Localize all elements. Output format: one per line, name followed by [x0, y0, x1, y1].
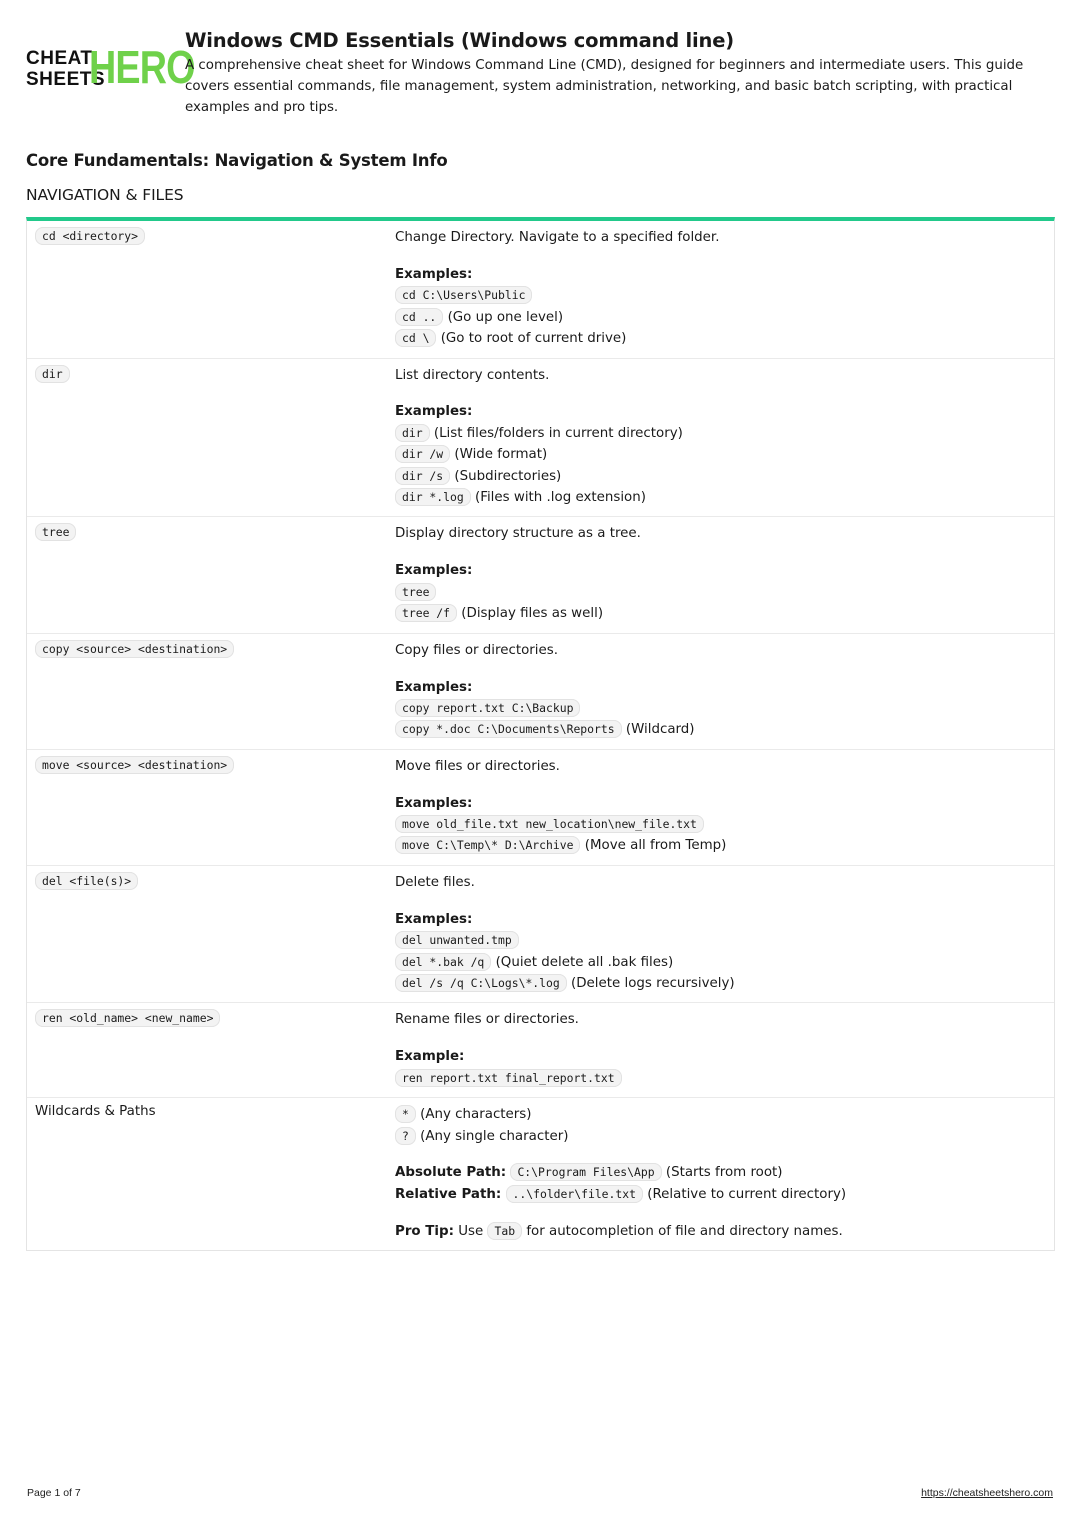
command-summary: List directory contents. [395, 367, 550, 383]
spacer [395, 1205, 1046, 1221]
absolute-path-line [395, 1162, 1046, 1183]
example-code: * [395, 1105, 416, 1123]
example-line [395, 487, 1046, 508]
example-code: del /s /q C:\Logs\*.log [395, 974, 567, 992]
example-line [395, 423, 1046, 444]
relative-path-note: (Relative to current directory) [647, 1186, 847, 1202]
example-note: (Display files as well) [461, 606, 604, 622]
absolute-path-code: C:\Program Files\App [510, 1163, 661, 1181]
command-cell [27, 634, 386, 749]
spacer [395, 545, 1046, 561]
example-note: (Subdirectories) [454, 468, 562, 484]
page-header [26, 28, 1054, 116]
command-summary: Delete files. [395, 874, 475, 890]
tab-key-code: Tab [487, 1222, 522, 1240]
section-title: Core Fundamentals: Navigation & System Info [26, 151, 448, 170]
example-code: move old_file.txt new_location\new_file.txt [395, 815, 704, 833]
example-code: copy *.doc C:\Documents\Reports [395, 720, 622, 738]
description-cell [386, 221, 1054, 358]
table-row [27, 866, 1054, 1004]
command-summary: Rename files or directories. [395, 1012, 579, 1028]
example-line [395, 1126, 1046, 1147]
examples-label: Examples: [395, 795, 473, 811]
command-cell [27, 750, 386, 865]
example-line [395, 719, 1046, 740]
example-note: (Wildcard) [625, 722, 695, 738]
example-line [395, 466, 1046, 487]
command-syntax: dir [35, 365, 70, 383]
spacer [395, 661, 1046, 677]
table-row [27, 1003, 1054, 1098]
table-row [27, 359, 1054, 518]
example-note: (Wide format) [454, 447, 548, 463]
example-note: (Go to root of current drive) [440, 331, 627, 347]
example-note: (Delete logs recursively) [571, 975, 735, 991]
examples-label: Examples: [395, 266, 473, 282]
command-cell [27, 359, 386, 517]
command-cell [27, 221, 386, 358]
table-row [27, 750, 1054, 866]
example-line [395, 307, 1046, 328]
site-link[interactable]: https://cheatsheetshero.com [921, 1487, 1053, 1499]
absolute-path-label: Absolute Path: [395, 1165, 507, 1181]
example-note: (Files with .log extension) [475, 490, 646, 506]
command-cell [27, 1003, 386, 1097]
example-line [395, 328, 1046, 349]
example-code: tree [395, 583, 436, 601]
wildcards-label: Wildcards & Paths [35, 1104, 156, 1120]
description-cell [386, 359, 1054, 517]
page-title: Windows CMD Essentials (Windows command line) [185, 29, 734, 52]
command-syntax: cd <directory> [35, 227, 145, 245]
example-note: (Go up one level) [447, 309, 564, 325]
examples-label: Examples: [395, 679, 473, 695]
example-line [395, 952, 1046, 973]
examples-label: Examples: [395, 563, 473, 579]
spacer [395, 386, 1046, 402]
relative-path-label: Relative Path: [395, 1186, 502, 1202]
example-code: ren report.txt final_report.txt [395, 1069, 622, 1087]
example-line [395, 973, 1046, 994]
spacer [395, 248, 1046, 264]
example-note: (Move all from Temp) [584, 838, 727, 854]
relative-path-code: ..\folder\file.txt [506, 1185, 643, 1203]
table-row [27, 221, 1054, 359]
commands-table [26, 217, 1055, 1251]
examples-label: Examples: [395, 911, 473, 927]
example-line [395, 698, 1046, 719]
example-note: (Quiet delete all .bak files) [495, 954, 674, 970]
example-code: tree /f [395, 604, 457, 622]
table-row [27, 634, 1054, 750]
page-description: A comprehensive cheat sheet for Windows Command Line (CMD), designed for beginners and intermediate users. This guide covers essential commands, file management, system administration, networking, and basic batch scripting, with practical examples and pro tips. [185, 58, 1024, 115]
command-summary: Change Directory. Navigate to a specified folder. [395, 230, 720, 245]
description-cell [386, 1098, 1054, 1250]
description-cell [386, 1003, 1054, 1097]
description-cell [386, 866, 1054, 1003]
example-line [395, 814, 1046, 835]
example-line [395, 582, 1046, 603]
command-summary: Move files or directories. [395, 758, 560, 774]
examples-label: Example: [395, 1049, 465, 1065]
cheatsheetshero-logo[interactable] [26, 41, 195, 116]
description-cell [386, 634, 1054, 749]
spacer [395, 893, 1046, 909]
example-code: cd .. [395, 308, 443, 326]
example-code: cd \ [395, 329, 436, 347]
example-line [395, 930, 1046, 951]
examples-label: Examples: [395, 404, 473, 420]
example-code: move C:\Temp\* D:\Archive [395, 836, 580, 854]
logo-text: CHEAT SHEETS [26, 48, 106, 90]
command-summary: Copy files or directories. [395, 642, 558, 658]
spacer [395, 1031, 1046, 1047]
example-code: del *.bak /q [395, 953, 491, 971]
absolute-path-note: (Starts from root) [665, 1165, 783, 1181]
relative-path-line [395, 1184, 1046, 1205]
description-cell [386, 750, 1054, 865]
description-cell [386, 517, 1054, 632]
pro-tip: Pro Tip: Use Tab for autocompletion of file and directory names. [395, 1223, 843, 1239]
example-code: dir [395, 424, 430, 442]
example-code: dir /w [395, 445, 450, 463]
command-summary: Display directory structure as a tree. [395, 526, 641, 542]
intro [185, 28, 1055, 118]
table-row [27, 517, 1054, 633]
example-line [395, 1068, 1046, 1089]
example-line [395, 285, 1046, 306]
command-cell [27, 866, 386, 1003]
pro-tip-label: Pro Tip: [395, 1223, 454, 1239]
command-syntax: ren <old_name> <new_name> [35, 1009, 220, 1027]
example-line [395, 603, 1046, 624]
page-number: Page 1 of 7 [27, 1487, 81, 1499]
spacer [395, 1147, 1046, 1163]
example-line [395, 835, 1046, 856]
example-line [395, 444, 1046, 465]
example-line [395, 1104, 1046, 1125]
command-cell [27, 1098, 386, 1250]
example-code: copy report.txt C:\Backup [395, 699, 580, 717]
example-note: (List files/folders in current directory) [433, 425, 683, 441]
example-code: ? [395, 1127, 416, 1145]
example-code: del unwanted.tmp [395, 931, 519, 949]
command-syntax: tree [35, 523, 76, 541]
subsection-title: NAVIGATION & FILES [26, 186, 184, 204]
table-row [27, 1098, 1054, 1250]
command-syntax: copy <source> <destination> [35, 640, 234, 658]
spacer [395, 777, 1046, 793]
command-cell [27, 517, 386, 632]
command-syntax: del <file(s)> [35, 872, 138, 890]
example-code: dir /s [395, 467, 450, 485]
example-code: cd C:\Users\Public [395, 286, 532, 304]
example-note: (Any single character) [420, 1128, 569, 1144]
logo-hero: HERO [89, 41, 195, 93]
example-code: dir *.log [395, 488, 471, 506]
example-note: (Any characters) [420, 1107, 532, 1123]
command-syntax: move <source> <destination> [35, 756, 234, 774]
